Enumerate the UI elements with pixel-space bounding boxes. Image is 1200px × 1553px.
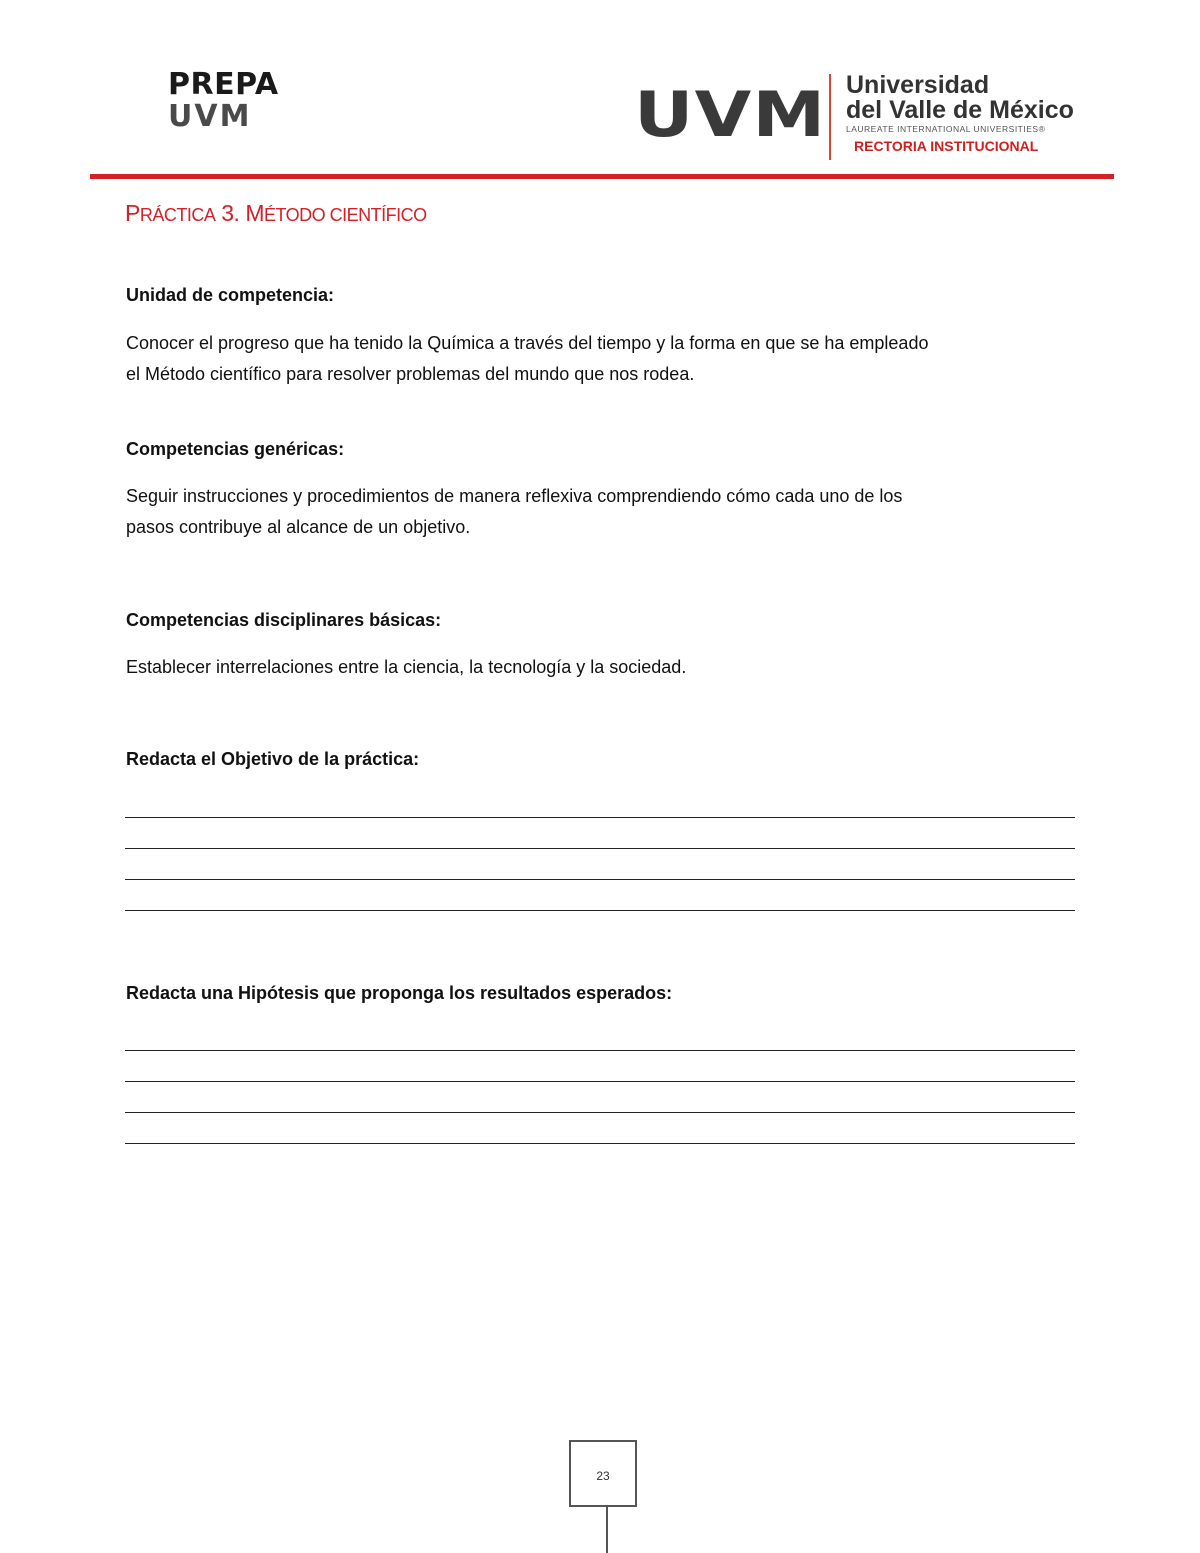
genericas-text-line1: Seguir instrucciones y procedimientos de manera reflexiva comprendiendo cómo cada uno de los: [126, 486, 903, 506]
prepa-logo-line2: UVM: [168, 99, 252, 134]
title-suffix-small: ÉTODO CIENTÍFICO: [263, 205, 427, 225]
hipotesis-label: Redacta una Hipótesis que proponga los resultados esperados:: [126, 983, 673, 1003]
hipotesis-answer-line[interactable]: [125, 1143, 1075, 1144]
unidad-text-line1: Conocer el progreso que ha tenido la Química a través del tiempo y la forma en que se ha empleado: [126, 333, 929, 353]
competencias-disciplinares-label: Competencias disciplinares básicas:: [126, 610, 442, 630]
hipotesis-answer-line[interactable]: [125, 1112, 1075, 1113]
genericas-text-line2: pasos contribuye al alcance de un objetivo.: [126, 517, 471, 537]
title-number: 3. M: [215, 200, 264, 226]
hipotesis-answer-line[interactable]: [125, 1050, 1075, 1051]
disciplinares-text-line1: Establecer interrelaciones entre la ciencia, la tecnología y la sociedad.: [126, 657, 687, 677]
uvm-logo-mark: UVM: [634, 78, 827, 151]
competencias-genericas-text: [126, 481, 1076, 543]
page-number-box: [569, 1440, 637, 1507]
university-name-line2: del Valle de México: [846, 96, 1074, 124]
objetivo-answer-line[interactable]: [125, 817, 1075, 818]
university-name-line1: Universidad: [846, 71, 990, 99]
objetivo-answer-line[interactable]: [125, 910, 1075, 911]
laureate-tagline: LAUREATE INTERNATIONAL UNIVERSITIES®: [846, 124, 1046, 134]
header-divider: [90, 174, 1114, 179]
university-logo-text: [846, 73, 1074, 154]
objetivo-answer-line[interactable]: [125, 848, 1075, 849]
unidad-text-line2: el Método científico para resolver problemas del mundo que nos rodea.: [126, 364, 695, 384]
competencias-genericas-label: Competencias genéricas:: [126, 439, 345, 459]
prepa-uvm-logo: [168, 67, 288, 134]
title-prefix-small: RÁCTICA: [139, 205, 216, 225]
prepa-logo-line1: PREPA: [168, 67, 279, 102]
page-title: [125, 200, 427, 227]
objetivo-answer-line[interactable]: [125, 879, 1075, 880]
page-number: 23: [596, 1469, 610, 1483]
page-number-stem: [606, 1507, 608, 1553]
objetivo-label: Redacta el Objetivo de la práctica:: [126, 749, 420, 769]
unidad-competencia-text: [126, 328, 1076, 390]
unidad-competencia-label: Unidad de competencia:: [126, 285, 335, 305]
title-prefix-big: P: [125, 200, 140, 226]
competencias-disciplinares-text: [126, 652, 1076, 683]
logo-divider: [829, 74, 831, 160]
rectoria-label: RECTORIA INSTITUCIONAL: [854, 138, 1039, 154]
hipotesis-answer-line[interactable]: [125, 1081, 1075, 1082]
